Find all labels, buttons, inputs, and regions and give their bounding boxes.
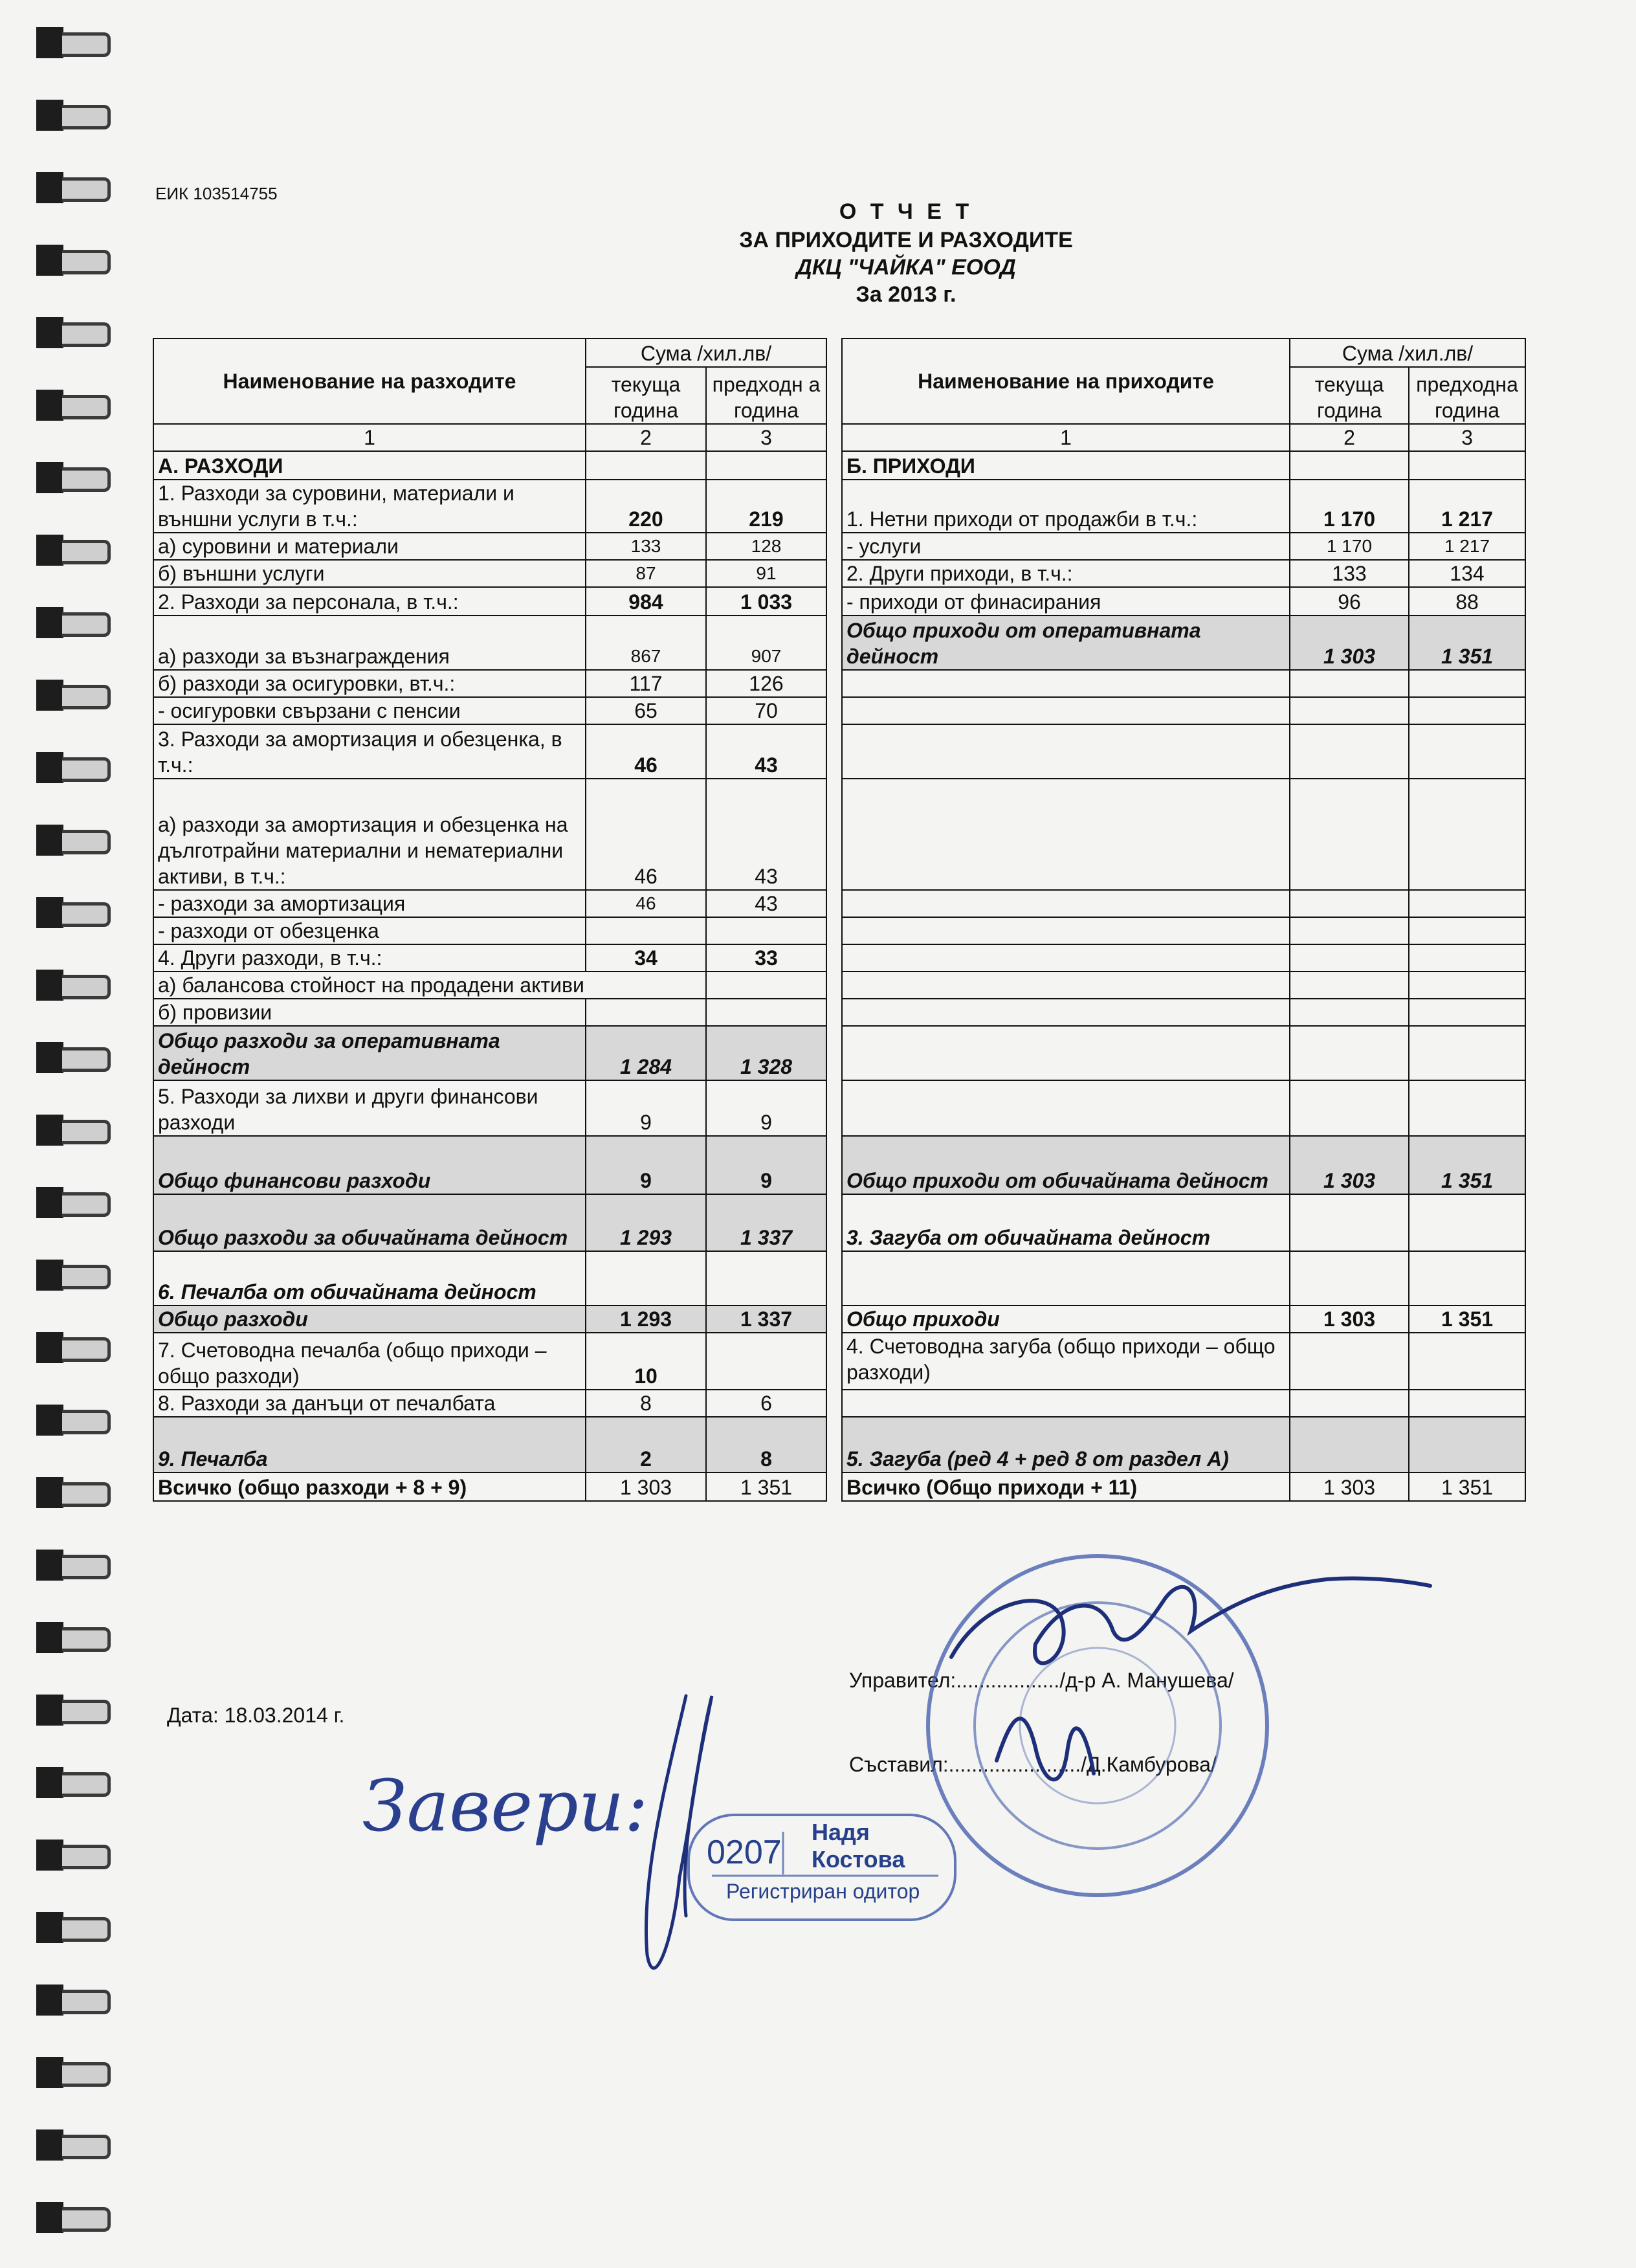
binding-ring (25, 1618, 109, 1658)
binding-ring (25, 1328, 109, 1368)
binding-ring (25, 2198, 109, 2238)
binding-ring (25, 23, 109, 63)
table-row: Общо разходи за оперативната дейност 1 284 1 328 (153, 1026, 1525, 1080)
report-subtitle: ЗА ПРИХОДИТЕ И РАЗХОДИТЕ (739, 228, 1073, 252)
binding-ring (25, 313, 109, 353)
punch-hole (36, 1695, 63, 1726)
punch-hole (36, 2202, 63, 2233)
punch-hole (36, 462, 63, 493)
binding-ring (25, 966, 109, 1006)
table-row: Общо разходи 1 293 1 337 Общо приходи 1 303 1 351 (153, 1306, 1525, 1333)
punch-hole (36, 1405, 63, 1436)
current-year-header: текуща година (586, 367, 706, 424)
compiler-signature-line: Съставил:......................./Д.Камбурова/ (849, 1753, 1217, 1776)
table-row: - осигуровки свързани с пенсии 65 70 (153, 697, 1525, 724)
wire-coil (62, 32, 111, 57)
punch-hole (36, 2129, 63, 2161)
table-row: Общо финансови разходи 9 9 Общо приходи от обичайната дейност 1 303 1 351 (153, 1136, 1525, 1194)
table-row: 8. Разходи за данъци от печалбата 8 6 (153, 1390, 1525, 1417)
auditor-name: Надя Костова (812, 1819, 905, 1873)
income-header: Наименование на приходите (842, 339, 1290, 424)
auditor-role: Регистриран одитор (726, 1880, 920, 1903)
income-expense-table (153, 338, 1526, 1502)
expenses-header: Наименование на разходите (153, 339, 586, 424)
punch-hole (36, 970, 63, 1001)
wire-coil (62, 1192, 111, 1217)
wire-coil (62, 2135, 111, 2159)
wire-coil (62, 105, 111, 129)
punch-hole (36, 607, 63, 638)
table-row: а) балансова стойност на продадени активи (153, 972, 1525, 999)
wire-coil (62, 975, 111, 999)
punch-hole (36, 1767, 63, 1798)
punch-hole (36, 535, 63, 566)
wire-coil (62, 1410, 111, 1434)
binding-ring (25, 168, 109, 208)
verified-handwritten-note: Завери: (362, 1764, 648, 1847)
table-header-row (153, 339, 1525, 367)
table-row: 9. Печалба 2 8 5. Загуба (ред 4 + ред 8 от раздел А) (153, 1417, 1525, 1473)
wire-coil (62, 612, 111, 637)
binding-ring (25, 241, 109, 281)
binding-ring (25, 1691, 109, 1731)
binding-ring (25, 676, 109, 716)
table-row: 2. Разходи за персонала, в т.ч.: 984 1 033 - приходи от финасирания 96 88 (153, 587, 1525, 616)
punch-hole (36, 1042, 63, 1073)
binding-ring (25, 1401, 109, 1441)
punch-hole (36, 317, 63, 348)
sum-header-left: Сума /хил.лв/ (586, 339, 826, 367)
wire-coil (62, 1845, 111, 1869)
binding-ring (25, 2053, 109, 2093)
punch-hole (36, 1912, 63, 1943)
wire-coil (62, 1120, 111, 1144)
previous-year-header: предходна година (1409, 367, 1525, 424)
wire-coil (62, 2062, 111, 2087)
table-row: Всичко (общо разходи + 8 + 9) 1 303 1 351 Всичко (Общо приходи + 11) 1 303 1 351 (153, 1473, 1525, 1501)
wire-coil (62, 1627, 111, 1652)
punch-hole (36, 897, 63, 928)
punch-hole (36, 1984, 63, 2016)
table-row: а) разходи за амортизация и обезценка на дълготрайни материални и нематериални активи, в т.ч.: 46 43 (153, 779, 1525, 890)
wire-coil (62, 1047, 111, 1072)
wire-coil (62, 830, 111, 854)
punch-hole (36, 752, 63, 783)
binding-ring (25, 1183, 109, 1223)
binding-ring (25, 1473, 109, 1513)
spiral-binding (0, 0, 123, 2268)
table-row: А. РАЗХОДИ Б. ПРИХОДИ (153, 451, 1525, 480)
wire-coil (62, 177, 111, 202)
binding-ring (25, 1111, 109, 1151)
punch-hole (36, 245, 63, 276)
wire-coil (62, 2207, 111, 2232)
wire-coil (62, 1555, 111, 1579)
punch-hole (36, 680, 63, 711)
table-row: а) разходи за възнаграждения 867 907 Общо приходи от оперативната дейност 1 303 1 351 (153, 616, 1525, 670)
punch-hole (36, 1332, 63, 1363)
binding-ring (25, 1256, 109, 1296)
punch-hole (36, 1622, 63, 1653)
punch-hole (36, 1840, 63, 1871)
current-year-header: текуща година (1290, 367, 1409, 424)
punch-hole (36, 825, 63, 856)
company-stamp (918, 1546, 1277, 1906)
wire-coil (62, 1265, 111, 1289)
manager-signature-line: Управител:................../д-р А. Манушева/ (849, 1669, 1234, 1692)
punch-hole (36, 27, 63, 58)
wire-coil (62, 1917, 111, 1942)
table-row: 4. Други разходи, в т.ч.: 34 33 (153, 944, 1525, 972)
binding-ring (25, 2126, 109, 2166)
table-row: 1. Разходи за суровини, материали и външни услуги в т.ч.: 220 219 1. Нетни приходи от продажби в т.ч.: 1 170 1 217 (153, 480, 1525, 533)
punch-hole (36, 172, 63, 203)
binding-ring (25, 1546, 109, 1586)
wire-coil (62, 1482, 111, 1507)
previous-year-header: предходн а година (706, 367, 826, 424)
wire-coil (62, 1772, 111, 1797)
table-row: а) суровини и материали 133 128 - услуги 1 170 1 217 (153, 533, 1525, 560)
punch-hole (36, 1260, 63, 1291)
report-date: Дата: 18.03.2014 г. (167, 1704, 345, 1727)
binding-ring (25, 893, 109, 933)
binding-ring (25, 386, 109, 426)
table-row: б) външни услуги 87 91 2. Други приходи, в т.ч.: 133 134 (153, 560, 1525, 587)
column-numbers-row: 1 2 3 1 2 3 (153, 424, 1525, 451)
table-row: 6. Печалба от обичайната дейност (153, 1251, 1525, 1306)
table-row: 5. Разходи за лихви и други финансови разходи 9 9 (153, 1080, 1525, 1136)
binding-ring (25, 821, 109, 861)
table-row: - разходи от обезценка (153, 917, 1525, 944)
report-period: За 2013 г. (856, 282, 956, 307)
wire-coil (62, 1337, 111, 1362)
wire-coil (62, 757, 111, 782)
table-row: - разходи за амортизация 46 43 (153, 890, 1525, 917)
binding-ring (25, 1836, 109, 1876)
punch-hole (36, 2057, 63, 2088)
table-row: б) разходи за осигуровки, вт.ч.: 117 126 (153, 670, 1525, 697)
punch-hole (36, 390, 63, 421)
auditor-number: 0207 (707, 1834, 782, 1871)
report-title: О Т Ч Е Т (839, 199, 973, 224)
table-row: 3. Разходи за амортизация и обезценка, в т.ч.: 46 43 (153, 724, 1525, 779)
wire-coil (62, 902, 111, 927)
wire-coil (62, 685, 111, 709)
wire-coil (62, 467, 111, 492)
binding-ring (25, 458, 109, 498)
binding-ring (25, 96, 109, 136)
table-row: Общо разходи за обичайната дейност 1 293 1 337 3. Загуба от обичайната дейност (153, 1194, 1525, 1251)
wire-coil (62, 322, 111, 347)
company-name: ДКЦ "ЧАЙКА" ЕООД (796, 255, 1016, 280)
punch-hole (36, 1187, 63, 1218)
binding-ring (25, 1038, 109, 1078)
sum-header-right: Сума /хил.лв/ (1290, 339, 1525, 367)
punch-hole (36, 1550, 63, 1581)
binding-ring (25, 1908, 109, 1948)
table-row: б) провизии (153, 999, 1525, 1026)
wire-coil (62, 395, 111, 419)
punch-hole (36, 1477, 63, 1508)
binding-ring (25, 1763, 109, 1803)
binding-ring (25, 748, 109, 788)
punch-hole (36, 100, 63, 131)
binding-ring (25, 531, 109, 571)
table-row: 7. Счетоводна печалба (общо приходи – общо разходи) 10 4. Счетоводна загуба (общо приходи – общо разходи) (153, 1333, 1525, 1390)
binding-ring (25, 603, 109, 643)
wire-coil (62, 1700, 111, 1724)
punch-hole (36, 1115, 63, 1146)
binding-ring (25, 1981, 109, 2021)
wire-coil (62, 540, 111, 564)
eik-number: ЕИК 103514755 (155, 184, 278, 203)
wire-coil (62, 1990, 111, 2014)
wire-coil (62, 250, 111, 274)
